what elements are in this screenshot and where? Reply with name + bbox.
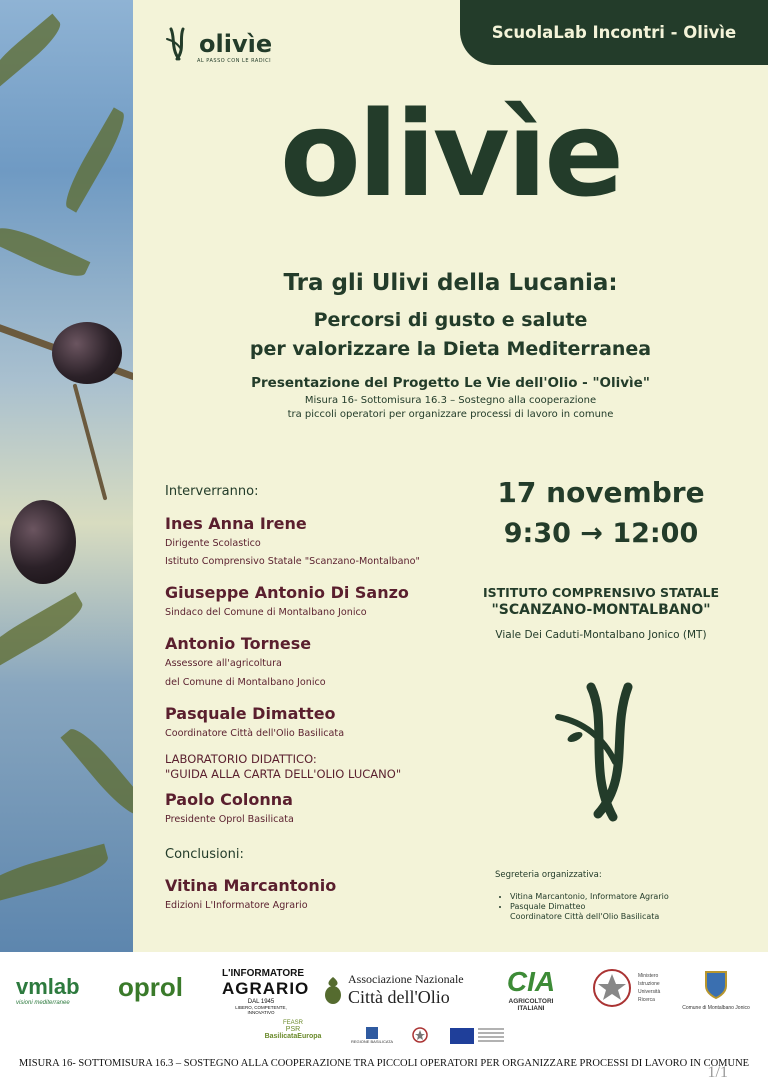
measure-line-2: tra piccoli operatori per organizzare processi di lavoro in comune (287, 409, 614, 420)
informatore-line-4: LIBERO, COMPETENTE, INNOVATIVO (235, 1005, 287, 1015)
oprol-logo (118, 972, 183, 1003)
olive-mark-icon (165, 27, 193, 61)
olivie-logo (165, 27, 272, 61)
olive-branch-photo (0, 0, 133, 952)
project-title: Presentazione del Progetto Le Vie dell'Olio - "Olivìe" (251, 375, 650, 391)
comune-logo (680, 968, 752, 1011)
speaker-name: Paolo Colonna (165, 790, 293, 809)
italy-emblem-icon (412, 1027, 428, 1043)
olive-fruit (10, 500, 76, 584)
speaker-role: Presidente Oprol Basilicata (165, 814, 294, 825)
feasr-logo (262, 1020, 324, 1040)
vmlab-name: vmlab (16, 974, 80, 999)
logo-tagline: AL PASSO CON LE RADICI (197, 58, 272, 64)
informatore-line-2: AGRARIO (222, 979, 310, 998)
republic-emblem-icon (592, 968, 632, 1008)
leaf-shape (0, 220, 90, 284)
title-line-3-text: per valorizzare la Dieta Mediterranea (249, 338, 652, 360)
leaf-shape (0, 592, 88, 675)
speaker-role: Coordinatore Città dell'Olio Basilicata (165, 728, 345, 739)
informatore-line-1: L'INFORMATORE (222, 968, 305, 979)
speaker-role: Edizioni L'Informatore Agrario (165, 900, 308, 911)
speaker-role: Assessore all'agricoltura (165, 658, 282, 669)
secretariat-item (510, 902, 669, 922)
speaker-name: Vitina Marcantonio (165, 876, 337, 895)
event-time: 9:30 → 12:00 (503, 518, 699, 549)
venue-line-2: "SCANZANO-MONTALBANO" (491, 602, 711, 618)
informatore-line-3: DAL 1945 (247, 999, 275, 1005)
regione-logo (350, 1027, 394, 1044)
banner-text: ScuolaLab Incontri - Olivìe (491, 23, 737, 42)
leaf-shape (0, 14, 67, 89)
feasr-line-2: PSR (285, 1026, 301, 1033)
page-number: 1/1 (707, 1064, 728, 1081)
speakers-label: Interverranno: (165, 484, 259, 499)
logo-name: olivìe (199, 30, 273, 58)
footer-line: MISURA 16- SOTTOMISURA 16.3 – SOSTEGNO ALLA COOPERAZIONE TRA PICCOLI OPERATORI PER ORGANIZZARE PROCESSI DI LAVORO IN COMUNE (18, 1058, 750, 1069)
speaker-role: del Comune di Montalbano Jonico (165, 677, 326, 688)
citta-olio-logo (322, 972, 464, 1008)
regione-emblem-icon (366, 1027, 378, 1039)
speaker-role: Dirigente Scolastico (165, 538, 261, 549)
leaf-shape (0, 844, 111, 905)
partner-logos (0, 960, 768, 1045)
olive-fruit (52, 322, 122, 384)
conclusions-label: Conclusioni: (165, 847, 244, 862)
ministry-line-4: Ricerca (638, 997, 655, 1003)
secretariat-title: Segreteria organizzativa: (495, 870, 602, 880)
eu-flag-icon (450, 1028, 474, 1044)
secretariat-item-name: Pasquale Dimatteo (510, 902, 586, 911)
vmlab-subtitle: visioni mediterranee (16, 1000, 70, 1006)
event-date: 17 novembre (497, 476, 705, 509)
cia-name: CIA (506, 966, 556, 997)
assoc-line-2: Città dell'Olio (348, 987, 450, 1007)
comune-name: Comune di Montalbano Jonico (682, 1005, 750, 1011)
venue-line-1: ISTITUTO COMPRENSIVO STATALE (482, 585, 720, 600)
lab-title: LABORATORIO DIDATTICO: (165, 752, 317, 766)
measure-line-1: Misura 16- Sottomisura 16.3 – Sostegno alla cooperazione (304, 395, 597, 406)
coat-of-arms-icon (704, 968, 728, 1000)
speaker-role: Sindaco del Comune di Montalbano Jonico (165, 607, 367, 618)
feasr-line-1: FEASR (282, 1020, 303, 1026)
cia-subtitle: AGRICOLTORI ITALIANI (508, 998, 554, 1012)
informatore-agrario-logo (222, 968, 310, 1015)
cia-logo (496, 966, 566, 1012)
ministry-line-1: Ministero (638, 973, 659, 979)
title-line-2 (133, 306, 768, 364)
secretariat-item: • Vitina Marcantonio, Informatore Agrario (510, 892, 669, 902)
speaker-name: Ines Anna Irene (165, 514, 307, 533)
speaker-name: Pasquale Dimatteo (165, 704, 336, 723)
leaf-shape (59, 107, 131, 212)
measure-text (133, 394, 768, 422)
speaker-name: Antonio Tornese (165, 634, 312, 653)
olive-leaf-icon (322, 975, 344, 1005)
title-line-2-text: Percorsi di gusto e salute (313, 309, 588, 331)
ministry-logo (592, 968, 660, 1008)
regione-name: REGIONE BASILICATA (350, 1039, 394, 1044)
vmlab-logo (16, 974, 80, 1006)
ministry-line-3: Università (638, 989, 661, 995)
lab-subtitle: "GUIDA ALLA CARTA DELL'OLIO LUCANO" (165, 767, 402, 781)
secretariat-item-role: Coordinatore Città dell'Olio Basilicata (510, 912, 660, 921)
oprol-name: oprol (118, 972, 183, 1002)
eu-fund-text-icon (478, 1028, 504, 1044)
olive-mark-large-icon (553, 682, 663, 822)
assoc-line-1: Associazione Nazionale (348, 972, 464, 986)
ministry-line-2: Istruzione (638, 981, 660, 987)
feasr-line-3: BasilicataEuropa (264, 1033, 322, 1040)
venue-address: Viale Dei Caduti-Montalbano Jonico (MT) (495, 629, 707, 641)
top-banner (460, 0, 768, 65)
brand-title: olivìe (279, 85, 622, 223)
title-line-1: Tra gli Ulivi della Lucania: (283, 270, 618, 296)
branch-shape (73, 384, 108, 501)
secretariat-list (500, 892, 669, 922)
speaker-role: Istituto Comprensivo Statale "Scanzano-Montalbano" (165, 556, 420, 567)
leaf-shape (60, 722, 133, 822)
speaker-name: Giuseppe Antonio Di Sanzo (165, 583, 409, 602)
